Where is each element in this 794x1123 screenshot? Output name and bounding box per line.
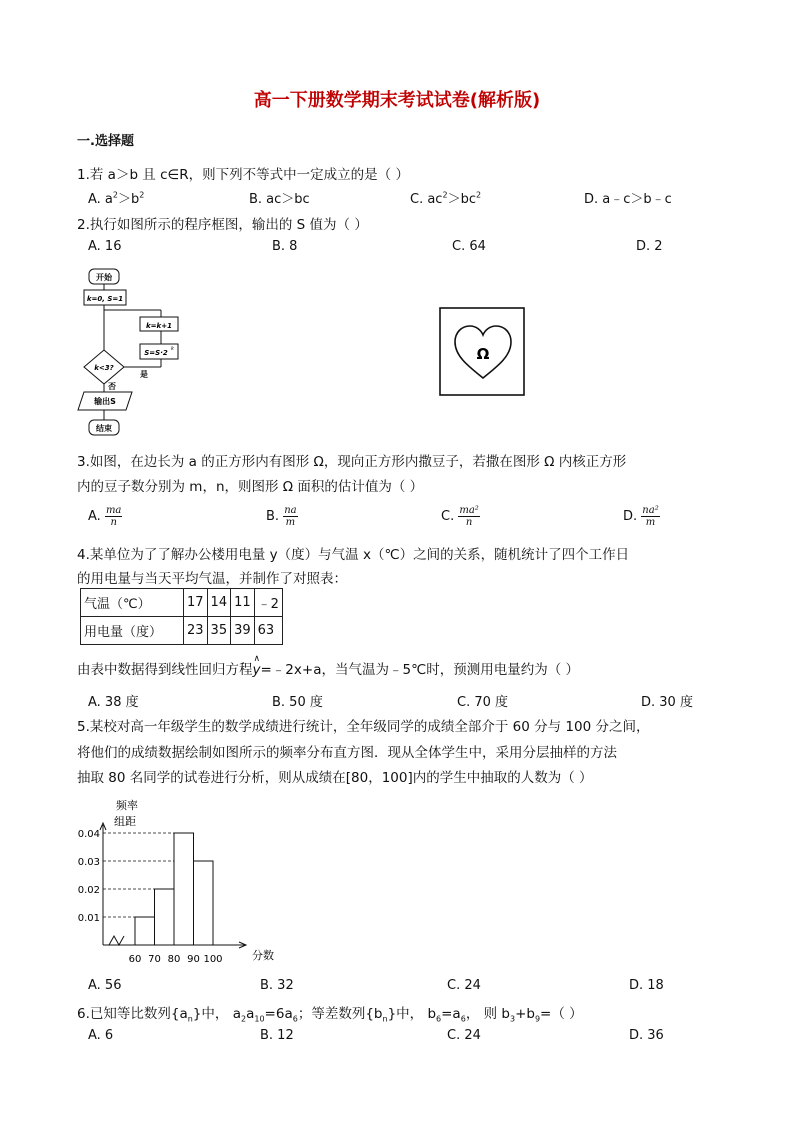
y-tick-label: 0.03	[77, 857, 100, 868]
q5-stem-line3: 抽取 80 名同学的试卷进行分析，则从成绩在[80，100]内的学生中抽取的人数为（ ）	[77, 770, 593, 786]
q5-stem-line2: 将他们的成绩数据绘制如图所示的频率分布直方图．现从全体学生中，采用分层抽样的方法	[77, 745, 617, 761]
flow-s-exponent: k	[171, 346, 174, 352]
q1-stem: 1.若 a＞b 且 c∈R，则下列不等式中一定成立的是（ ）	[77, 167, 409, 183]
q2-option-a: A. 16	[88, 239, 122, 254]
q1-option-b: B. ac＞bc	[249, 192, 310, 207]
q6-option-c: C. 24	[447, 1028, 481, 1043]
x-tick-label: 100	[203, 954, 223, 965]
table-cell: ﹣2	[254, 589, 282, 617]
table-cell: 14	[207, 589, 231, 617]
q3-option-d: D. $\frac{\text{na²}}{m}$	[623, 505, 659, 528]
q6-option-d: D. 36	[629, 1028, 664, 1043]
x-tick-label: 60	[128, 954, 142, 965]
table-row	[81, 589, 283, 617]
flow-output-label: 输出S	[94, 397, 116, 406]
q4-option-a: A. 38 度	[88, 695, 139, 710]
q5-option-b: B. 32	[260, 978, 294, 993]
q2-option-b: B. 8	[272, 239, 298, 254]
q1-option-d: D. a﹣c＞b﹣c	[584, 192, 672, 207]
table-cell: 17	[184, 589, 208, 617]
y-axis-label-bottom: 组距	[114, 815, 136, 828]
table-cell: 63	[254, 617, 282, 645]
table-cell: 用电量（度）	[81, 617, 184, 645]
flow-yes-label: 是	[140, 370, 148, 379]
flow-start-label: 开始	[96, 273, 112, 282]
table-row	[81, 617, 283, 645]
y-axis-label-top: 频率	[116, 799, 138, 812]
q4-stem-line1: 4.某单位为了了解办公楼用电量 y（度）与气温 x（℃）之间的关系，随机统计了四个工作日	[77, 547, 630, 563]
flow-no-label: 否	[108, 382, 116, 391]
x-tick-label: 90	[187, 954, 200, 965]
histogram-bar	[155, 889, 175, 945]
q6-option-b: B. 12	[260, 1028, 294, 1043]
temperature-usage-table	[80, 588, 283, 645]
flowchart-diagram	[76, 264, 186, 440]
y-tick-label: 0.01	[77, 913, 100, 924]
flow-init-label: k=0, S=1	[86, 295, 124, 303]
flow-s-label: S=S·2	[144, 349, 168, 357]
table-cell: 35	[207, 617, 231, 645]
table-cell: 39	[231, 617, 255, 645]
q2-option-c: C. 64	[452, 239, 486, 254]
flow-cond-label: k<3?	[94, 364, 114, 372]
omega-label: Ω	[476, 345, 490, 363]
flow-k-label: k=k+1	[146, 322, 172, 330]
q4-option-d: D. 30 度	[641, 695, 693, 710]
flow-end-label: 结束	[96, 424, 112, 433]
table-cell: 23	[184, 617, 208, 645]
q1-option-a: A. $a^2>b^2$	[88, 190, 145, 207]
q4-option-b: B. 50 度	[272, 695, 323, 710]
page-title: 高一下册数学期末考试试卷(解析版)	[253, 90, 541, 111]
section-heading: 一.选择题	[77, 134, 134, 149]
heart-square-figure	[438, 306, 528, 398]
q6-option-a: A. 6	[88, 1028, 114, 1043]
histogram-bar	[174, 833, 194, 945]
q3-option-c: C. $\frac{\text{ma²}}{n}$	[441, 505, 479, 528]
y-tick-label: 0.02	[77, 885, 100, 896]
frequency-histogram	[76, 795, 286, 970]
q4-stem-line2: 的用电量与当天平均气温，并制作了对照表：	[77, 571, 347, 587]
q2-option-d: D. 2	[636, 239, 663, 254]
q6-stem: 6.已知等比数列$\{a_n\}$中， $a_2a_{10}=6a_6$；等差数列$\{b_n\}$中， $b_6=a_6$， 则 $b_3+b_9=$（ ）	[77, 1006, 583, 1024]
q1-option-c: C. $ac^2>bc^2$	[410, 190, 482, 207]
q3-stem-line1: 3.如图，在边长为 a 的正方形内有图形 Ω，现向正方形内撒豆子，若撒在图形 Ω 内核正方形	[77, 454, 627, 470]
q4-option-c: C. 70 度	[457, 695, 509, 710]
table-cell: 气温（℃）	[81, 589, 184, 617]
q3-stem-line2: 内的豆子数分别为 m，n，则图形 Ω 面积的估计值为（ ）	[77, 479, 424, 495]
q3-option-b: B. $\frac{na}{m}$	[266, 505, 297, 528]
x-tick-label: 80	[167, 954, 181, 965]
y-tick-label: 0.04	[77, 829, 100, 840]
q5-option-d: D. 18	[629, 978, 664, 993]
q5-option-c: C. 24	[447, 978, 481, 993]
table-cell: 11	[231, 589, 255, 617]
x-axis-label: 分数	[252, 949, 274, 962]
x-tick-label: 70	[148, 954, 161, 965]
q4-regression-line: 由表中数据得到线性回归方程 ∧ y=﹣2x+a，当气温为﹣5℃时，预测用电量约为（ ）	[77, 654, 580, 678]
histogram-bar	[194, 861, 214, 945]
q5-stem-line1: 5.某校对高一年级学生的数学成绩进行统计，全年级同学的成绩全部介于 60 分与 100 分之间，	[77, 719, 650, 735]
q5-option-a: A. 56	[88, 978, 122, 993]
q3-option-a: A. $\frac{ma}{n}$	[88, 505, 122, 528]
q2-stem: 2.执行如图所示的程序框图，输出的 S 值为（ ）	[77, 217, 368, 233]
histogram-bar	[135, 917, 155, 945]
axis-break-icon	[109, 936, 124, 945]
